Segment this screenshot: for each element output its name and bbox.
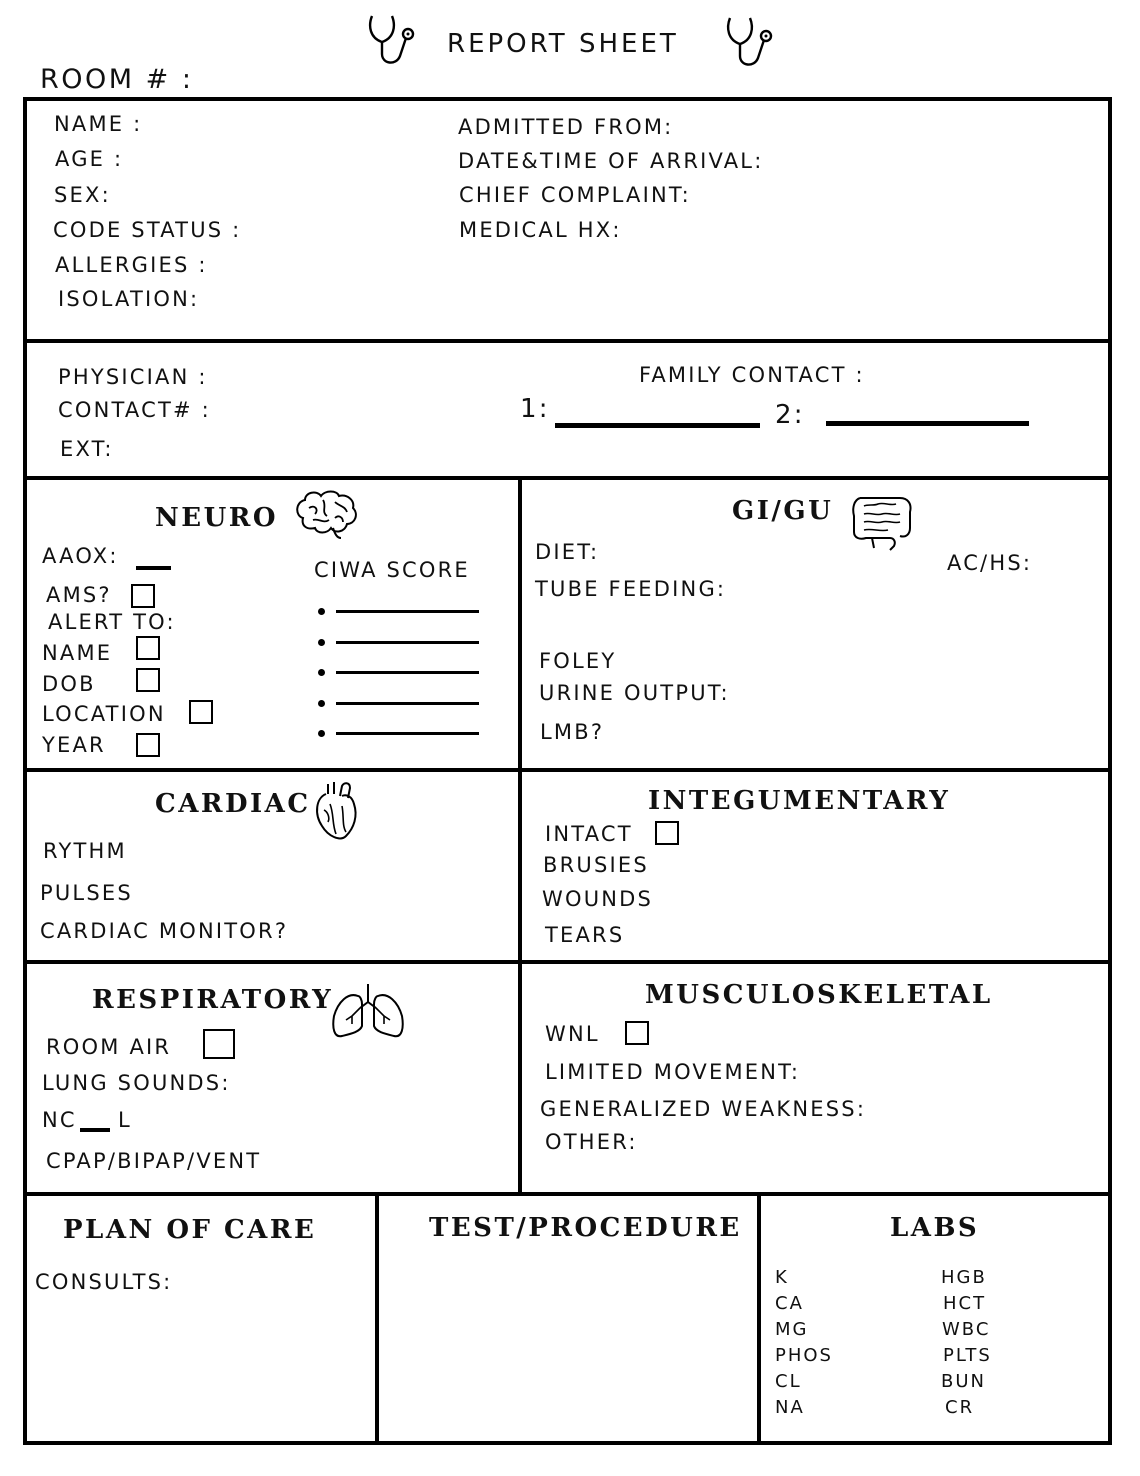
field-intact: INTACT bbox=[545, 822, 633, 846]
divider bbox=[23, 960, 1112, 964]
family-contact-2-line[interactable] bbox=[826, 421, 1029, 426]
cardiac-title: CARDIAC bbox=[155, 789, 311, 819]
ciwa-line-2[interactable] bbox=[336, 641, 479, 644]
field-chief-complaint[interactable]: CHIEF COMPLAINT: bbox=[459, 183, 691, 207]
ciwa-line-1[interactable] bbox=[336, 610, 479, 613]
field-brusies[interactable]: BRUSIES bbox=[543, 853, 649, 877]
field-nc: NC bbox=[42, 1108, 77, 1132]
family-slot-1: 1: bbox=[520, 394, 550, 424]
lab-cl[interactable]: CL bbox=[775, 1371, 802, 1392]
lab-bun[interactable]: BUN bbox=[941, 1371, 986, 1392]
field-lmb[interactable]: LMB? bbox=[540, 720, 605, 744]
divider bbox=[23, 1192, 1112, 1196]
field-sex[interactable]: SEX: bbox=[54, 183, 111, 207]
field-allergies[interactable]: ALLERGIES : bbox=[55, 253, 208, 277]
lab-wbc[interactable]: WBC bbox=[942, 1319, 991, 1340]
field-isolation[interactable]: ISOLATION: bbox=[58, 287, 200, 311]
field-cardiac-monitor[interactable]: CARDIAC MONITOR? bbox=[40, 919, 289, 943]
divider bbox=[23, 476, 1112, 480]
intact-checkbox[interactable] bbox=[655, 821, 679, 845]
plan-of-care-title: PLAN OF CARE bbox=[63, 1215, 317, 1245]
field-urine-output[interactable]: URINE OUTPUT: bbox=[539, 681, 730, 705]
neuro-title: NEURO bbox=[155, 503, 279, 533]
brain-icon bbox=[293, 488, 359, 540]
field-arrival[interactable]: DATE&TIME OF ARRIVAL: bbox=[458, 149, 764, 173]
field-physician[interactable]: PHYSICIAN : bbox=[58, 365, 208, 389]
musculoskeletal-title: MUSCULOSKELETAL bbox=[645, 980, 993, 1010]
field-ac-hs[interactable]: AC/HS: bbox=[947, 551, 1033, 575]
ciwa-line-5[interactable] bbox=[336, 732, 479, 735]
stethoscope-icon bbox=[724, 14, 780, 70]
lab-hct[interactable]: HCT bbox=[943, 1293, 987, 1314]
divider bbox=[23, 339, 1112, 343]
ciwa-bullet bbox=[318, 639, 325, 646]
field-wnl: WNL bbox=[545, 1022, 600, 1046]
intestine-icon bbox=[850, 492, 914, 552]
ciwa-bullet bbox=[318, 669, 325, 676]
field-medical-hx[interactable]: MEDICAL HX: bbox=[459, 218, 622, 242]
lab-ca[interactable]: CA bbox=[775, 1293, 804, 1314]
nc-liters-unit: L bbox=[118, 1108, 132, 1132]
aaox-blank[interactable] bbox=[136, 566, 171, 570]
field-diet[interactable]: DIET: bbox=[535, 540, 600, 564]
divider bbox=[23, 768, 1112, 772]
lab-k[interactable]: K bbox=[775, 1267, 789, 1288]
field-rythm[interactable]: RYTHM bbox=[43, 839, 127, 863]
lab-cr[interactable]: CR bbox=[945, 1397, 975, 1418]
field-lung-sounds[interactable]: LUNG SOUNDS: bbox=[42, 1071, 231, 1095]
lab-hgb[interactable]: HGB bbox=[941, 1267, 987, 1288]
ciwa-bullet bbox=[318, 608, 325, 615]
field-code-status[interactable]: CODE STATUS : bbox=[53, 218, 242, 242]
nc-liters-blank[interactable] bbox=[80, 1128, 110, 1132]
field-alert-year: YEAR bbox=[42, 733, 106, 757]
room-number-label: ROOM # : bbox=[40, 64, 194, 95]
lab-na[interactable]: NA bbox=[775, 1397, 805, 1418]
lab-mg[interactable]: MG bbox=[775, 1319, 809, 1340]
lungs-icon bbox=[330, 982, 406, 1042]
divider bbox=[375, 1192, 379, 1445]
integumentary-title: INTEGUMENTARY bbox=[648, 786, 951, 816]
ciwa-score-label: CIWA SCORE bbox=[314, 558, 470, 582]
field-aaox: AAOX: bbox=[42, 544, 119, 568]
respiratory-title: RESPIRATORY bbox=[92, 985, 334, 1015]
room-air-checkbox[interactable] bbox=[203, 1029, 235, 1059]
field-ext[interactable]: EXT: bbox=[60, 437, 114, 461]
field-age[interactable]: AGE : bbox=[55, 147, 124, 171]
heart-icon bbox=[312, 780, 360, 844]
divider bbox=[757, 1192, 761, 1445]
ciwa-bullet bbox=[318, 730, 325, 737]
field-consults[interactable]: CONSULTS: bbox=[35, 1270, 173, 1294]
alert-year-checkbox[interactable] bbox=[136, 733, 160, 757]
field-room-air: ROOM AIR bbox=[46, 1035, 172, 1059]
lab-plts[interactable]: PLTS bbox=[943, 1345, 992, 1366]
field-foley[interactable]: FOLEY bbox=[539, 649, 617, 673]
test-procedure-title: TEST/PROCEDURE bbox=[429, 1213, 742, 1243]
field-generalized-weakness[interactable]: GENERALIZED WEAKNESS: bbox=[540, 1097, 867, 1121]
field-pulses[interactable]: PULSES bbox=[40, 881, 133, 905]
alert-name-checkbox[interactable] bbox=[136, 636, 160, 660]
field-wounds[interactable]: WOUNDS bbox=[542, 887, 654, 911]
labs-title: LABS bbox=[890, 1213, 980, 1243]
field-name[interactable]: NAME : bbox=[54, 112, 143, 136]
field-contact-number[interactable]: CONTACT# : bbox=[58, 398, 211, 422]
field-alert-dob: DOB bbox=[42, 672, 96, 696]
family-slot-2: 2: bbox=[775, 400, 805, 430]
family-contact-1-line[interactable] bbox=[555, 423, 760, 428]
alert-to-label: ALERT TO: bbox=[48, 610, 176, 634]
field-alert-location: LOCATION bbox=[42, 702, 166, 726]
stethoscope-icon bbox=[366, 12, 422, 68]
field-ams: AMS? bbox=[46, 583, 112, 607]
field-limited-movement[interactable]: LIMITED MOVEMENT: bbox=[545, 1060, 801, 1084]
ams-checkbox[interactable] bbox=[131, 584, 155, 608]
field-tears[interactable]: TEARS bbox=[545, 923, 625, 947]
field-cpap[interactable]: CPAP/BIPAP/VENT bbox=[46, 1149, 262, 1173]
field-tube-feeding[interactable]: TUBE FEEDING: bbox=[535, 577, 727, 601]
field-other[interactable]: OTHER: bbox=[545, 1130, 638, 1154]
lab-phos[interactable]: PHOS bbox=[775, 1345, 833, 1366]
alert-dob-checkbox[interactable] bbox=[136, 668, 160, 692]
ciwa-line-4[interactable] bbox=[336, 702, 479, 705]
family-contact-label: FAMILY CONTACT : bbox=[639, 363, 865, 387]
wnl-checkbox[interactable] bbox=[625, 1021, 649, 1045]
ciwa-line-3[interactable] bbox=[336, 671, 479, 674]
page-title: REPORT SHEET bbox=[447, 29, 679, 59]
field-admitted-from[interactable]: ADMITTED FROM: bbox=[458, 115, 674, 139]
gigu-title: GI/GU bbox=[732, 496, 834, 526]
field-alert-name: NAME bbox=[42, 641, 113, 665]
ciwa-bullet bbox=[318, 700, 325, 707]
alert-location-checkbox[interactable] bbox=[189, 700, 213, 724]
divider bbox=[518, 476, 522, 1196]
